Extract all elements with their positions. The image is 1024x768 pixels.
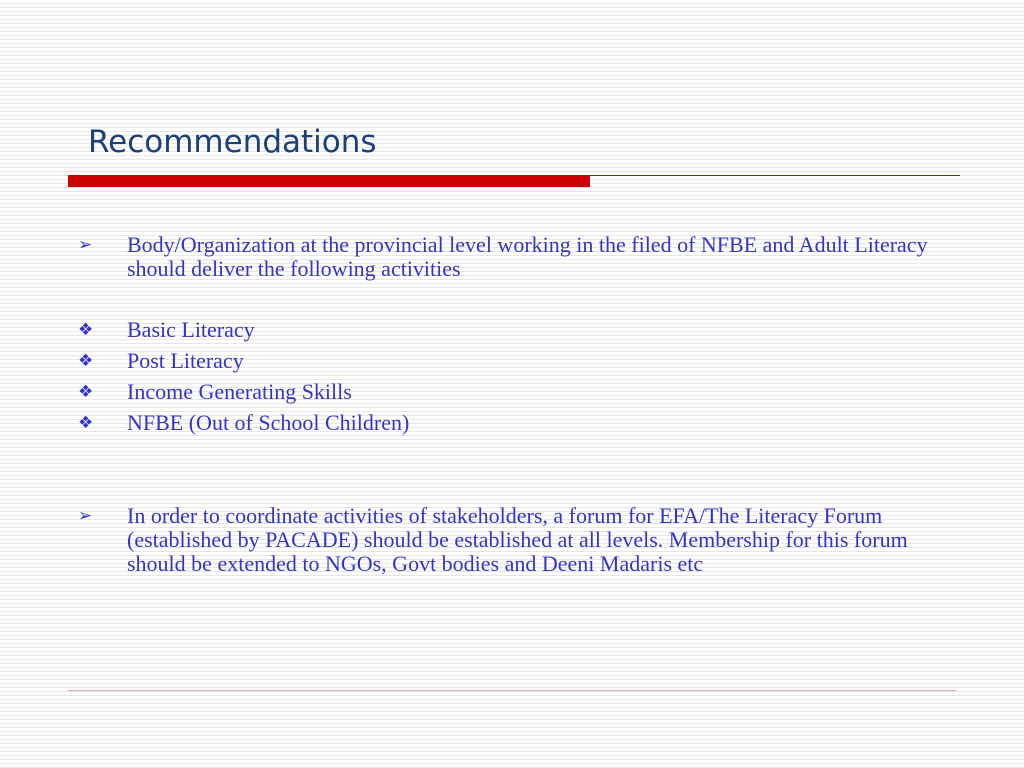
diamond-bullet-icon: ❖ (78, 382, 94, 402)
diamond-bullet-icon: ❖ (78, 351, 94, 371)
bullet-point-text: Body/Organization at the provincial level working in the filed of NFBE and Adult Literacy should deliver the following activities (127, 232, 928, 281)
diamond-bullet-icon: ❖ (78, 320, 94, 340)
arrow-bullet-icon: ➢ (78, 235, 93, 255)
title-underline-bar (68, 175, 590, 187)
sub-bullet-text: Basic Literacy (127, 317, 255, 342)
title-underline-line (590, 175, 960, 176)
slide-title: Recommendations (88, 124, 377, 160)
sub-bullet-text: NFBE (Out of School Children) (127, 410, 410, 435)
footer-divider (68, 690, 956, 691)
sub-bullet-text: Income Generating Skills (127, 379, 352, 404)
bullet-point-text: In order to coordinate activities of stakeholders, a forum for EFA/The Literacy Forum (established by PACADE) should be established at all levels. Membership for this forum should be extended to NGOs, Govt bodies and Deeni Madaris etc (127, 503, 908, 576)
arrow-bullet-icon: ➢ (78, 506, 93, 526)
sub-bullet-text: Post Literacy (127, 348, 244, 373)
diamond-bullet-icon: ❖ (78, 413, 94, 433)
